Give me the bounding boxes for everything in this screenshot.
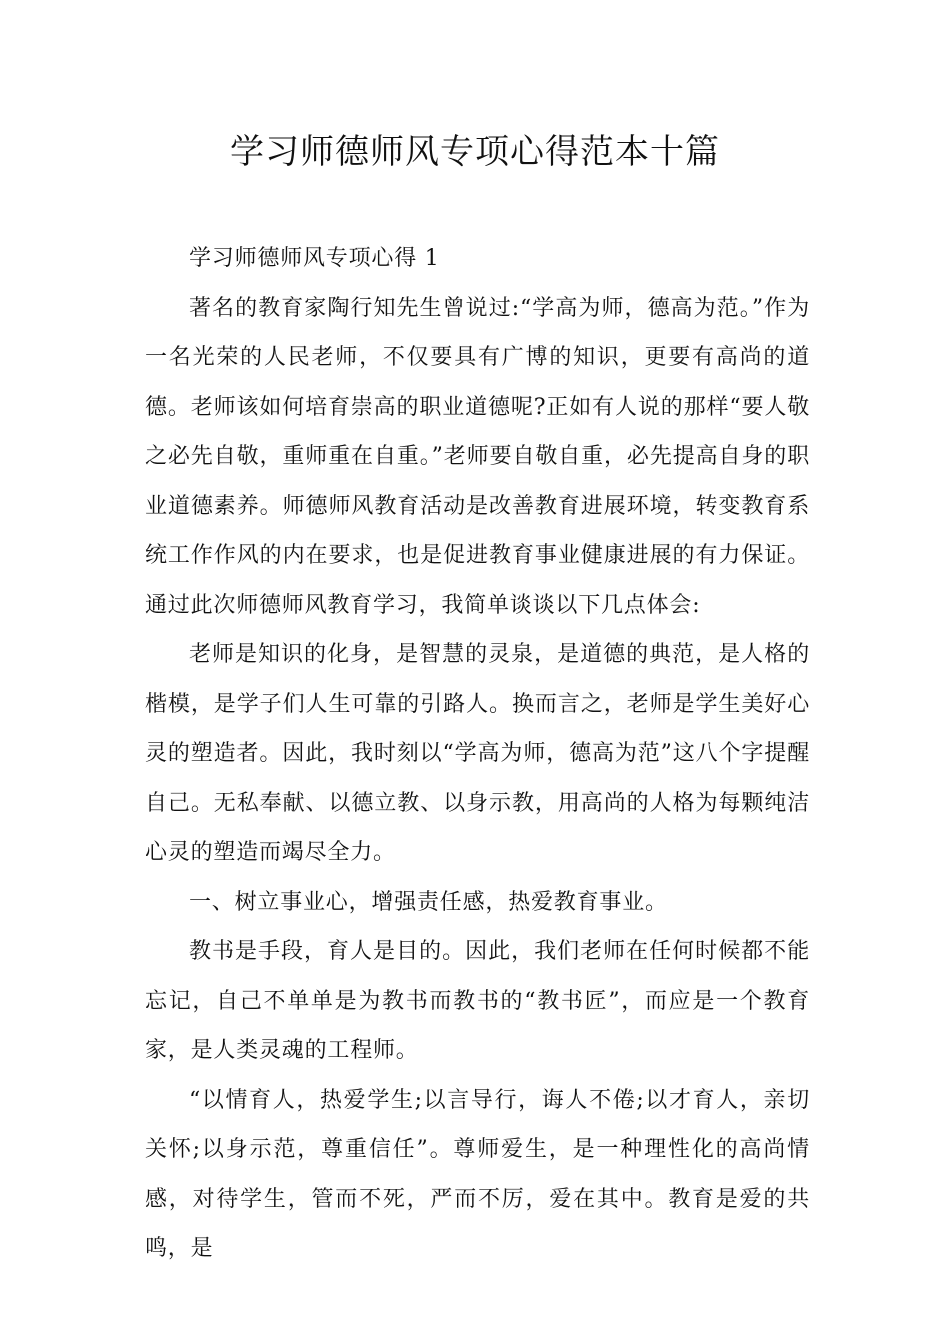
document-title: 学习师德师风专项心得范本十篇 (230, 132, 720, 172)
section-title: 学习师德师风专项心得 1 (189, 246, 440, 271)
paragraph: 教书是手段，育人是目的。因此，我们老师在任何时候都不能忘记，自己不单单是为教书而教书的“教书匠”，而应是一个教育家，是人类灵魂的工程师。 (145, 939, 810, 1063)
paragraph: 一、树立事业心，增强责任感，热爱教育事业。 (189, 889, 668, 915)
paragraph: 著名的教育家陶行知先生曾说过:“学高为师，德高为范。”作为一名光荣的人民老师，不仅要具有广博的知识，更要有高尚的道德。老师该如何培育崇高的职业道德呢?正如有人说的那样“要人敬之必先自敬，重师重在自重。”老师要自敬自重，必先提高自身的职业道德素养。师德师风教育活动是改善教育进展环境，转变教育系统工作作风的内在要求，也是促进教育事业健康进展的有力保证。通过此次师德师风教育学习，我简单谈谈以下几点体会: (145, 295, 810, 618)
paragraph: 老师是知识的化身，是智慧的灵泉，是道德的典范，是人格的楷模，是学子们人生可靠的引路人。换而言之，老师是学生美好心灵的塑造者。因此，我时刻以“学高为师，德高为范”这八个字提醒自己。无私奉献、以德立教、以身示教，用高尚的人格为每颗纯洁心灵的塑造而竭尽全力。 (145, 642, 810, 865)
paragraph: “以情育人，热爱学生;以言导行，诲人不倦;以才育人，亲切关怀;以身示范，尊重信任”。尊师爱生，是一种理性化的高尚情感，对待学生，管而不死，严而不厉，爱在其中。教育是爱的共鸣，是 (145, 1087, 810, 1261)
document-body (145, 234, 810, 1274)
